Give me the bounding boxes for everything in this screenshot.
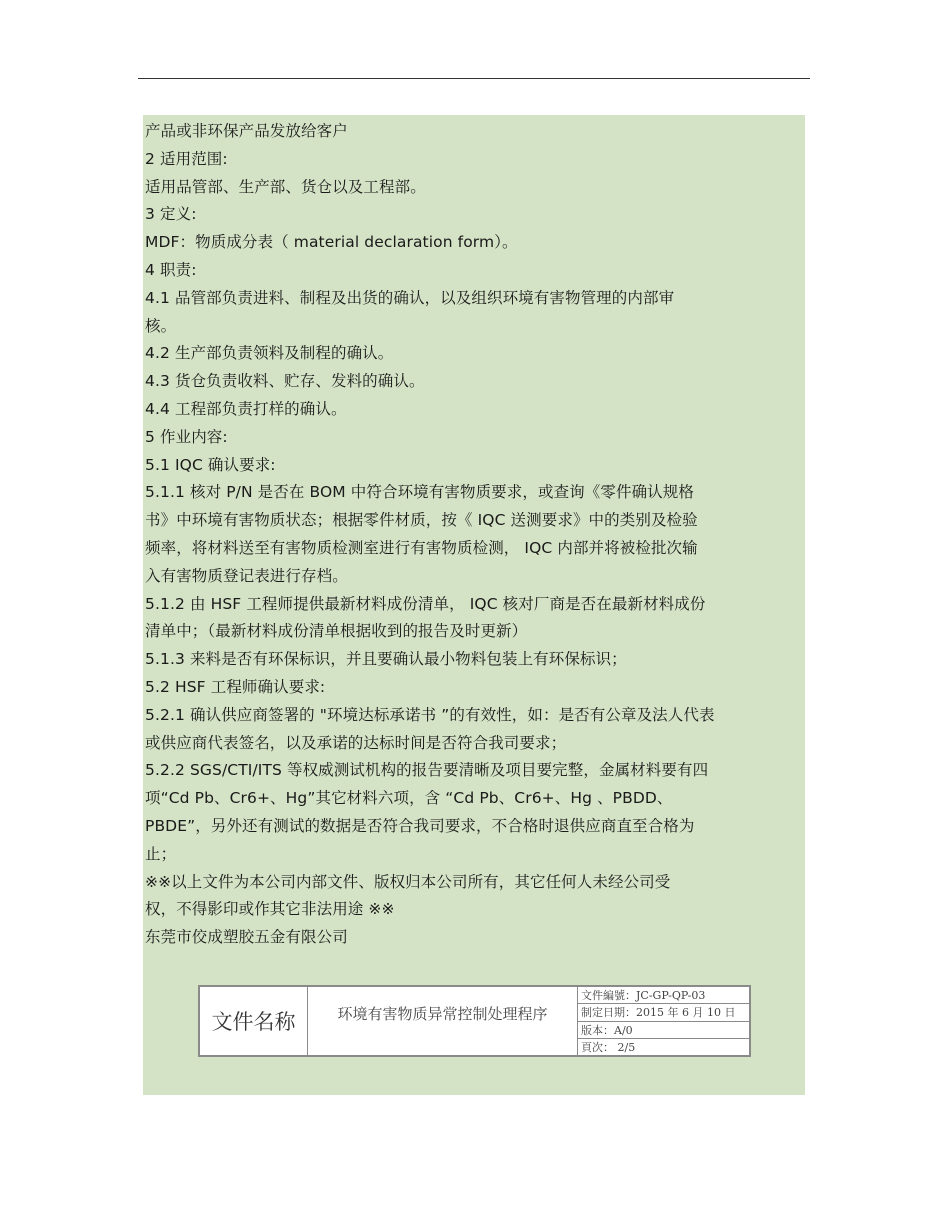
body-line: 5.2.1 确认供应商签署的 "环境达标承诺书 ”的有效性，如：是否有公章及法人代表: [145, 705, 715, 724]
header-rule: [138, 78, 810, 79]
company-name: 东莞市佼成塑胶五金有限公司: [145, 928, 348, 947]
body-line: 5.2.2 SGS/CTI/ITS 等权威测试机构的报告要清晰及项目要完整，金属材料要有四: [145, 761, 709, 780]
body-line: 5.2 HSF 工程师确认要求:: [145, 677, 326, 696]
body-line: 书》中环境有害物质状态；根据零件材质，按《 IQC 送测要求》中的类别及检验: [145, 511, 698, 530]
body-line: 5.1.2 由 HSF 工程师提供最新材料成份清单， IQC 核对厂商是否在最新材料成份: [145, 594, 706, 613]
document-number: 文件編號：JC-GP-QP-03: [578, 987, 749, 1004]
body-line: 4.3 货仓负责收料、贮存、发料的确认。: [145, 372, 425, 391]
document-page: 頁次： 2/5: [581, 1040, 636, 1054]
body-line: 核。: [145, 316, 177, 335]
document-name: 环境有害物质异常控制处理程序: [308, 987, 578, 1055]
body-line: 5 作业内容:: [145, 427, 228, 446]
body-line: 4.2 生产部负责领料及制程的确认。: [145, 344, 394, 363]
document-date: 制定日期：2015 年 6 月 10 日: [578, 1004, 749, 1021]
document-title-block: [198, 985, 751, 1057]
body-line: 清单中；（最新材料成份清单根据收到的报告及时更新）: [145, 622, 528, 641]
body-line: 适用品管部、生产部、货仓以及工程部。: [145, 177, 426, 196]
body-line: 4.1 品管部负责进料、制程及出货的确认，以及组织环境有害物管理的内部审: [145, 288, 675, 307]
body-line: ※※以上文件为本公司内部文件、版权归本公司所有，其它任何人未经公司受: [145, 872, 671, 891]
document-body: [145, 118, 795, 952]
body-line: 入有害物质登记表进行存档。: [145, 566, 348, 585]
body-line: MDF：物质成分表（ material declaration form）。: [145, 233, 518, 252]
body-line: 频率，将材料送至有害物质检测室进行有害物质检测， IQC 内部并将被检批次输: [145, 538, 698, 557]
body-line: 5.1 IQC 确认要求:: [145, 455, 276, 474]
body-line: 4 职责:: [145, 260, 197, 279]
body-line: 5.1.3 来料是否有环保标识，并且要确认最小物料包装上有环保标识；: [145, 650, 627, 669]
body-line: 2 适用范围:: [145, 149, 228, 168]
body-line: 4.4 工程部负责打样的确认。: [145, 399, 347, 418]
body-line: 止；: [145, 844, 177, 863]
document-version: 版本：A/0: [578, 1022, 749, 1039]
body-line: 产品或非环保产品发放给客户: [145, 122, 348, 140]
body-line: 3 定义:: [145, 205, 197, 224]
body-line: 权，不得影印或作其它非法用途 ※※: [145, 900, 395, 919]
body-line: 5.1.1 核对 P/N 是否在 BOM 中符合环境有害物质要求，或查询《零件确认规格: [145, 483, 694, 502]
document-meta: [578, 987, 749, 1055]
body-line: 或供应商代表签名，以及承诺的达标时间是否符合我司要求；: [145, 733, 567, 752]
body-line: PBDE”，另外还有测试的数据是否符合我司要求，不合格时退供应商直至合格为: [145, 816, 695, 835]
title-block-label: 文件名称: [200, 987, 308, 1055]
body-line: 项“Cd Pb、Cr6+、Hg”其它材料六项，含 “Cd Pb、Cr6+、Hg 、PBDD、: [145, 789, 673, 808]
